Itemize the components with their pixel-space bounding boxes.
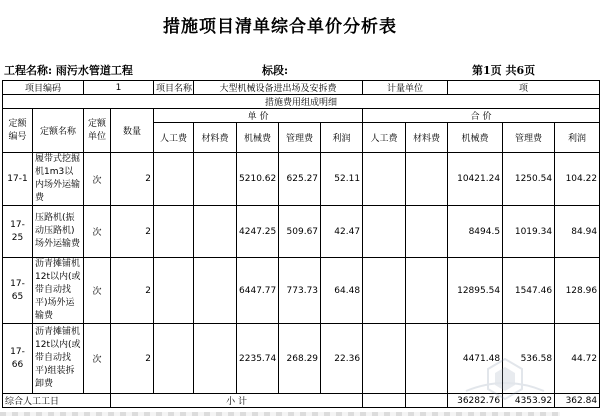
total-machine: 10421.24 — [448, 153, 503, 206]
total-material — [406, 324, 448, 394]
header-sub: 管理费 — [503, 123, 555, 153]
unit-profit: 52.11 — [321, 153, 363, 206]
unit-labor — [154, 206, 194, 258]
page-title: 措施项目清单综合单价分析表 — [163, 17, 397, 37]
unit-labor — [154, 153, 194, 206]
row-qty: 2 — [111, 324, 154, 394]
total-labor — [363, 153, 406, 206]
header-quota-name: 定额名称 — [33, 109, 84, 153]
total-material — [406, 206, 448, 258]
row-name: 压路机(振动压路机)场外运输费 — [33, 206, 84, 258]
unit-labor — [154, 324, 194, 394]
info-row — [3, 81, 600, 95]
header-sub: 机械费 — [448, 123, 503, 153]
code-value: 1 — [84, 81, 154, 95]
row-code: 17-1 — [3, 153, 33, 206]
total-machine: 4471.48 — [448, 324, 503, 394]
total-profit: 84.94 — [555, 206, 600, 258]
subtotal-management: 4353.92 — [503, 394, 555, 408]
row-qty: 2 — [111, 206, 154, 258]
row-unit: 次 — [84, 153, 111, 206]
unit-machine: 5210.62 — [237, 153, 279, 206]
unit-machine: 2235.74 — [237, 324, 279, 394]
total-profit: 44.72 — [555, 324, 600, 394]
header-quantity: 数量 — [111, 109, 154, 153]
unit-management: 625.27 — [279, 153, 321, 206]
code-label: 项目编码 — [3, 81, 84, 95]
total-profit: 128.96 — [555, 258, 600, 324]
row-unit: 次 — [84, 258, 111, 324]
unit-material — [194, 153, 237, 206]
row-qty: 2 — [111, 153, 154, 206]
total-management: 1250.54 — [503, 153, 555, 206]
header-sub: 利润 — [321, 123, 363, 153]
project-name-line — [4, 62, 133, 78]
unit-management: 773.73 — [279, 258, 321, 324]
row-qty: 2 — [111, 258, 154, 324]
total-material — [406, 153, 448, 206]
header-sub: 人工费 — [154, 123, 194, 153]
unit-label: 计量单位 — [363, 81, 448, 95]
page-info: 第1页 共6页 — [472, 64, 536, 77]
detail-title: 措施费用组成明细 — [3, 95, 600, 109]
row-code: 17-66 — [3, 324, 33, 394]
name-value: 大型机械设备进出场及安拆费 — [194, 81, 363, 95]
unit-material — [194, 258, 237, 324]
unit-profit: 64.48 — [321, 258, 363, 324]
row-name: 沥青摊铺机12t以内(或带自动找平)组装拆卸费 — [33, 324, 84, 394]
total-profit: 104.22 — [555, 153, 600, 206]
unit-profit: 42.47 — [321, 206, 363, 258]
unit-material — [194, 206, 237, 258]
header-sub: 机械费 — [237, 123, 279, 153]
subtotal-labor — [363, 394, 406, 408]
project-label: 工程名称: — [4, 64, 53, 77]
detail-title-row — [3, 95, 600, 109]
total-management: 536.58 — [503, 324, 555, 394]
header-sub: 利润 — [555, 123, 600, 153]
watermark-logo-icon — [460, 355, 550, 400]
subtotal-label: 小 计 — [111, 394, 363, 408]
subtotal-profit: 362.84 — [555, 394, 600, 408]
total-machine: 8494.5 — [448, 206, 503, 258]
unit-labor — [154, 258, 194, 324]
project-name: 雨污水管道工程 — [55, 64, 133, 77]
header-total-price: 合 价 — [363, 109, 600, 123]
total-labor — [363, 206, 406, 258]
labor-days-label: 综合人工工日 — [3, 394, 111, 408]
row-name: 沥青摊铺机12t以内(或带自动找平)场外运输费 — [33, 258, 84, 324]
header-sub: 管理费 — [279, 123, 321, 153]
unit-profit: 22.36 — [321, 324, 363, 394]
header-unit-price: 单 价 — [154, 109, 363, 123]
unit-machine: 4247.25 — [237, 206, 279, 258]
subtotal-machine: 36282.76 — [448, 394, 503, 408]
unit-value: 项 — [448, 81, 600, 95]
unit-management: 509.67 — [279, 206, 321, 258]
header-sub: 材料费 — [194, 123, 237, 153]
subtotal-material — [406, 394, 448, 408]
name-label: 项目名称 — [154, 81, 194, 95]
unit-material — [194, 324, 237, 394]
total-management: 1019.34 — [503, 206, 555, 258]
header-row-1 — [3, 109, 600, 123]
total-machine: 12895.54 — [448, 258, 503, 324]
total-labor — [363, 258, 406, 324]
total-material — [406, 258, 448, 324]
row-name: 履带式挖掘机1m3以内场外运输费 — [33, 153, 84, 206]
header-sub: 材料费 — [406, 123, 448, 153]
row-unit: 次 — [84, 206, 111, 258]
table-row — [3, 258, 600, 324]
row-code: 17-65 — [3, 258, 33, 324]
row-unit: 次 — [84, 324, 111, 394]
total-labor — [363, 324, 406, 394]
header-quota-unit: 定额单位 — [84, 109, 111, 153]
header-sub: 人工费 — [363, 123, 406, 153]
header-quota-code: 定额编号 — [3, 109, 33, 153]
total-management: 1547.46 — [503, 258, 555, 324]
table-row — [3, 153, 600, 206]
unit-machine: 6447.77 — [237, 258, 279, 324]
section-label: 标段: — [262, 64, 289, 77]
row-code: 17-25 — [3, 206, 33, 258]
table-row — [3, 206, 600, 258]
unit-management: 268.29 — [279, 324, 321, 394]
sheet-bottom-edge — [0, 412, 560, 416]
